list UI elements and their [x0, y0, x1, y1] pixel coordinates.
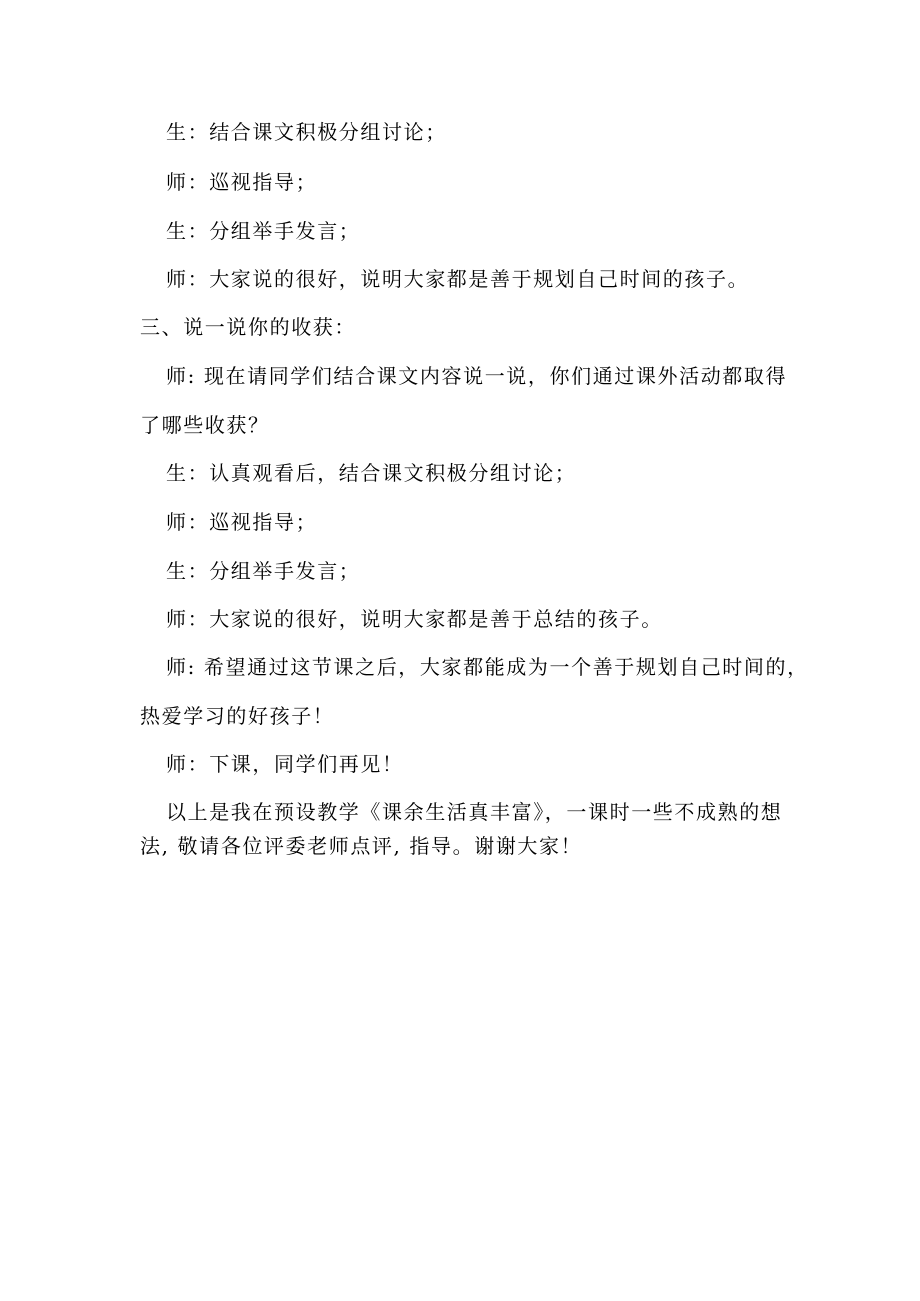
- paragraph-line: 生：分组举手发言；: [166, 559, 361, 583]
- paragraph-line: 师：下课，同学们再见！: [166, 752, 404, 776]
- paragraph-line: 生：结合课文积极分组讨论；: [166, 120, 447, 144]
- paragraph-line: 热爱学习的好孩子！: [140, 704, 335, 728]
- paragraph-line: 法, 敬请各位评委老师点评, 指导。谢谢大家！: [140, 834, 583, 858]
- paragraph-line: 师：大家说的很好，说明大家都是善于规划自己时间的孩子。: [166, 267, 750, 291]
- paragraph-line: 师: 希望通过这节课之后，大家都能成为一个善于规划自己时间的，: [166, 655, 809, 679]
- paragraph-line: 以上是我在预设教学《课余生活真丰富》，一课时一些不成熟的想: [166, 800, 783, 824]
- paragraph-line: 师：巡视指导；: [166, 510, 318, 534]
- paragraph-line: 了哪些收获？: [140, 413, 270, 437]
- paragraph-line: 生：认真观看后，结合课文积极分组讨论；: [166, 461, 577, 485]
- paragraph-line: 师: 现在请同学们结合课文内容说一说，你们通过课外活动都取得: [166, 364, 788, 388]
- paragraph-line: 师：巡视指导；: [166, 170, 318, 194]
- paragraph-line: 生：分组举手发言；: [166, 219, 361, 243]
- section-heading: 三、说一说你的收获：: [140, 315, 356, 339]
- paragraph-line: 师：大家说的很好，说明大家都是善于总结的孩子。: [166, 607, 663, 631]
